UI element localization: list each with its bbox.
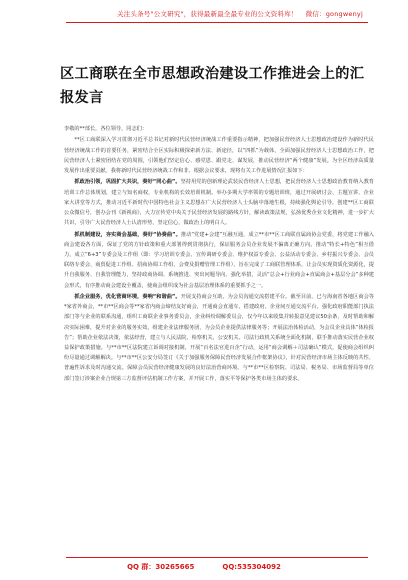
qq-group: QQ 群：30265665 [127, 563, 195, 571]
paragraph-lead: 抓企业服务，优化营商环境，奏响“和谐曲”。 [74, 294, 181, 300]
paragraph-lead: 抓政治引领，巩固扩大共识，奏好“同心曲”。 [74, 179, 181, 186]
paragraph [64, 135, 374, 176]
banner-text: 关注头条号"公文研究"，获得最新最全最专业的公文资料库！ [117, 9, 298, 18]
top-banner [80, 6, 400, 20]
document-body [64, 124, 374, 385]
top-divider [66, 22, 368, 23]
qq-number: QQ:535304092 [222, 563, 281, 571]
paragraph-text: 开展支持商会互助，为会员沟通交流搭建平台。截至目前，已与海南省各地区商会等*家省外商会，**市**区商会等**家省内商会缔结友好商会，开通商会直通车，搭建政府、企业间互通交流平台，强化政府职能部门执法部门等与企业的联系沟通，组织工商联企业事务委员会，企业纠纷调解委员会，仅今年以来收集并转报意见建议50余条，及时帮助和解决实际困难，提升对企业的服务实效。组建企业法律服务团，为会员企业提供法律服务等；开展法治体检活动，为会员企业具体“体检报告”；帮助企业依法决策，依法经营，建立与人民法院、检察机关、公安机关、司法行政机关系统全面化机制，联手推动落实民营企业权益保护政策措施。与**市**区法院建立诉调对接机制，开展“百名法官进百企”行动，运用“商会调解＋司法确认”模式，促使商会组织纠纷尽量通过调解解决。与**市**区公安分局签订《关于加强服务保障民营经济发展合作框架协议》，针对民营经济市场主体反映的共性、普遍性诉求及时沟通交流。保障会员民营经济健康发展的良好法治营商环境。与**市**区检察院、司法局、税务局、市场监督局等单位部门签订涉案企业合规第三方监督评估机制工作方案，并开展工作，落实平等保护各类市场主体的要求。 [64, 294, 374, 382]
salutation: 李敬的**部长，各位领导，同志们： [64, 126, 148, 132]
paragraph-text: **区工商联深入学习贯彻习近平总书记对新时代民营经济统战工作重要指示精神，把加强民营经济人士思想政治建设作为新时代民营经济统战工作的首要任务，紧密结合全区实际积极探索新方法、新途径，以“四抓”为载体，全面加强民营经济人士思想政治工作，把民营经济人士紧密团结在党的周围，引领他们坚定信心、感党恩、跟党走、谋发展，推动民营经济“两个健康”发展。为全区经济高质量发展作出重要贡献。我将新时代民营经济统战工作和非、根据会议要求，现将有关工作进展情况汇报如下： [64, 137, 374, 174]
paragraph-text: 推动“党建+会建”互融互通，成立**市**区工商联直属商协会党委，将党建工作融入商会建设各方面，保证了党的方针政策和重大部署得到贯彻执行，保证服务会员企业发展不偏离正确方向。推动“特长+特色”相互借力，成立“6+3”专委会及工作组（即：学习培训专委会、宣传调研专委会、维护权益专委会、公益活动专委会、乡村振兴专委会、会员联络专委会、商贸促进工作组、招商协调工作组、会费及捐赠管理工作组），旨在完成了工商联管理体系，让会员实现资质化资源化，提升自我服务、自我管理能力，坚持政商协调、系统推进、突出问题导向、强化举措，灵活“总会+行业商会+直属商会+基层分会”多种建会形式，有序推动商会建设全覆盖，使商会组织成为社会基层治理体系的重要抓手之一。 [64, 231, 374, 289]
paragraph-text: 坚持用党的创新理论武装民营经济人士思想，把民营经济人士思想政治教育纳入教育培训工作总体规划，建立与知名商权，专业机构的长效培训机制。举办多期大学率领的专题培训班，通过开展研讨会、主题宣讲、企业家大讲堂等方式，推动习近平新时代中国特色社会主义思想在广大民营经济人士头脑中落地生根，持续强化舆论引导。创建**区工商联公众微信号，创办会刊《新视商》，大力宣传党中央关于民营经济发展的路线方针，解读政策法规，弘扬优秀企业文化精神，进一步扩大共识，引导广大民营经济人士认清形势，坚定信心，做政治上的明白人。 [64, 179, 374, 227]
paragraph [64, 230, 374, 291]
bottom-divider [66, 557, 368, 558]
paragraph [64, 292, 374, 384]
paragraph [64, 177, 374, 228]
footer [0, 560, 408, 574]
document-title: 区工商联在全市思想政治建设工作推进会上的汇报发言 [60, 66, 365, 106]
paragraph-lead: 抓机制建设，夯实商会基础，奏好“协奏曲”。 [74, 231, 181, 238]
wechat-id: 微信：gongwenyj [305, 9, 363, 18]
